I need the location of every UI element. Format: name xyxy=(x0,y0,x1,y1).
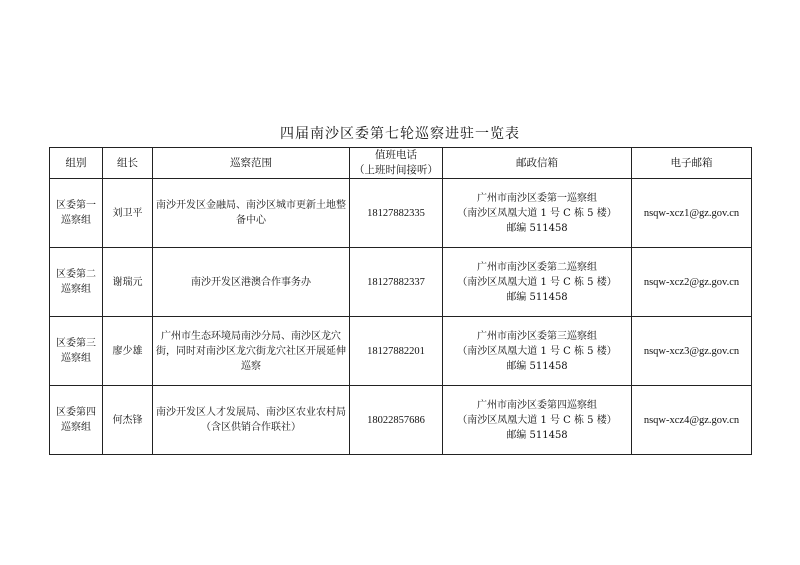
cell-mail: 广州市南沙区委第二巡察组 （南沙区凤凰大道 1 号 C 栋 5 楼） 邮编 511458 xyxy=(443,248,632,317)
cell-scope: 广州市生态环境局南沙分局、南沙区龙穴街，同时对南沙区龙穴街龙穴社区开展延伸巡察 xyxy=(153,317,350,386)
cell-group: 区委第四 巡察组 xyxy=(50,386,103,455)
cell-scope: 南沙开发区人才发展局、南沙区农业农村局（含区供销合作联社） xyxy=(153,386,350,455)
header-mail: 邮政信箱 xyxy=(443,148,632,179)
cell-phone: 18022857686 xyxy=(350,386,443,455)
cell-leader: 刘卫平 xyxy=(103,179,153,248)
cell-scope: 南沙开发区港澳合作事务办 xyxy=(153,248,350,317)
header-phone-line2: （上班时间接听） xyxy=(354,164,438,176)
cell-group: 区委第二 巡察组 xyxy=(50,248,103,317)
inspection-table xyxy=(49,147,752,455)
cell-phone: 18127882335 xyxy=(350,179,443,248)
page-title: 四届南沙区委第七轮巡察进驻一览表 xyxy=(280,126,520,142)
table-row xyxy=(50,248,752,317)
cell-leader: 廖少雄 xyxy=(103,317,153,386)
cell-mail: 广州市南沙区委第四巡察组 （南沙区凤凰大道 1 号 C 栋 5 楼） 邮编 511458 xyxy=(443,386,632,455)
table-row xyxy=(50,179,752,248)
cell-leader: 何杰锋 xyxy=(103,386,153,455)
header-leader: 组长 xyxy=(103,148,153,179)
table-row xyxy=(50,317,752,386)
cell-group: 区委第三 巡察组 xyxy=(50,317,103,386)
header-phone xyxy=(350,148,443,179)
cell-mail: 广州市南沙区委第一巡察组 （南沙区凤凰大道 1 号 C 栋 5 楼） 邮编 511458 xyxy=(443,179,632,248)
cell-mail: 广州市南沙区委第三巡察组 （南沙区凤凰大道 1 号 C 栋 5 楼） 邮编 511458 xyxy=(443,317,632,386)
cell-phone: 18127882201 xyxy=(350,317,443,386)
cell-email: nsqw-xcz1@gz.gov.cn xyxy=(632,179,752,248)
cell-email: nsqw-xcz4@gz.gov.cn xyxy=(632,386,752,455)
cell-email: nsqw-xcz2@gz.gov.cn xyxy=(632,248,752,317)
cell-phone: 18127882337 xyxy=(350,248,443,317)
cell-email: nsqw-xcz3@gz.gov.cn xyxy=(632,317,752,386)
cell-group: 区委第一 巡察组 xyxy=(50,179,103,248)
header-scope: 巡察范围 xyxy=(153,148,350,179)
cell-leader: 谢瑞元 xyxy=(103,248,153,317)
cell-scope: 南沙开发区金融局、南沙区城市更新土地整备中心 xyxy=(153,179,350,248)
header-phone-line1: 值班电话 xyxy=(375,149,417,161)
table-row xyxy=(50,386,752,455)
table-header-row xyxy=(50,148,752,179)
header-group: 组别 xyxy=(50,148,103,179)
header-email: 电子邮箱 xyxy=(632,148,752,179)
